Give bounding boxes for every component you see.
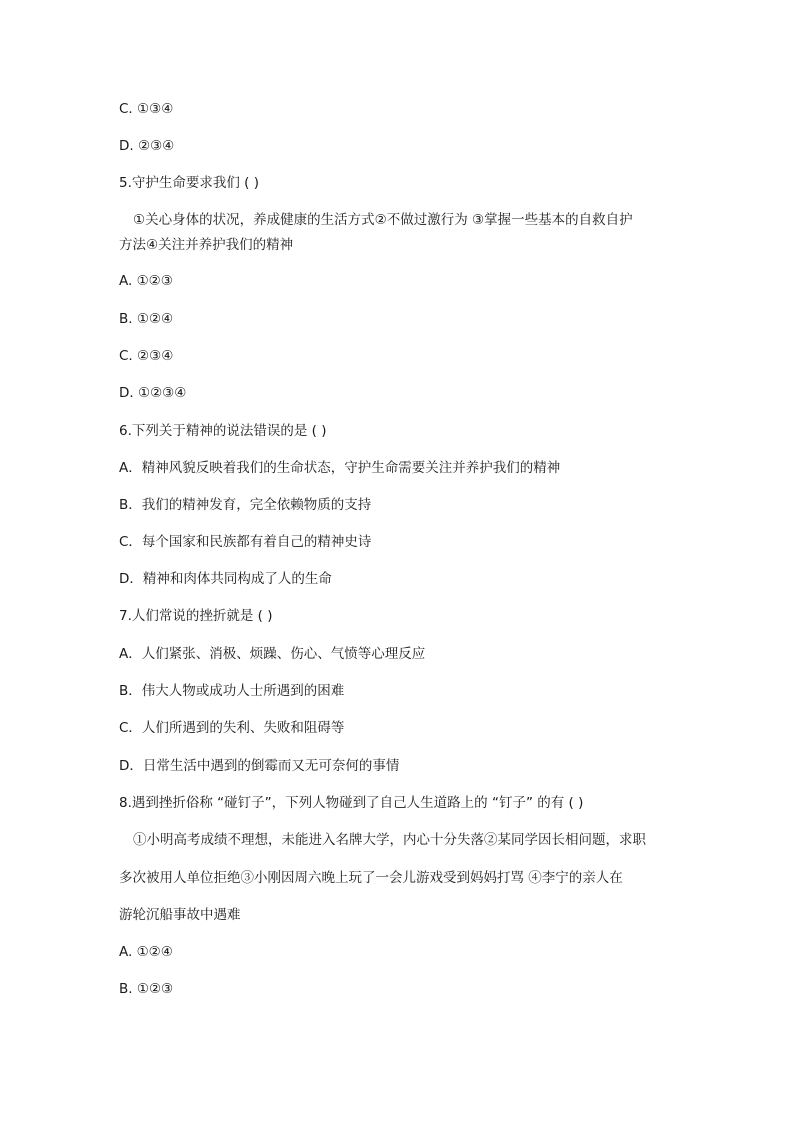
q5-statements-line-2: 方法④关注并养护我们的精神 xyxy=(119,237,294,253)
q7-option-d: D．日常生活中遇到的倒霉而又无可奈何的事情 xyxy=(119,758,400,774)
q8-stem: 8.遇到挫折俗称 “碰钉子”，下列人物碰到了自己人生道路上的 “钉子” 的有 ( ) xyxy=(119,795,584,811)
q5-option-c: C. ②③④ xyxy=(119,348,174,364)
q5-statements-line-1: ①关心身体的状况，养成健康的生活方式②不做过激行为 ③掌握一些基本的自救自护 xyxy=(133,212,633,228)
q5-option-d: D. ①②③④ xyxy=(119,385,187,401)
q5-option-b: B. ①②④ xyxy=(119,311,174,327)
q5-stem: 5.守护生命要求我们 ( ) xyxy=(119,175,259,191)
q8-statements-line-1: ①小明高考成绩不理想，未能进入名牌大学，内心十分失落②某同学因长相问题，求职 xyxy=(133,832,646,848)
q7-stem: 7.人们常说的挫折就是 ( ) xyxy=(119,608,273,624)
q8-option-a: A. ①②④ xyxy=(119,944,173,960)
q6-option-a: A．精神风貌反映着我们的生命状态，守护生命需要关注并养护我们的精神 xyxy=(119,460,561,476)
q4-option-c: C. ①③④ xyxy=(119,101,174,117)
q6-stem: 6.下列关于精神的说法错误的是 ( ) xyxy=(119,423,327,439)
q6-option-d: D．精神和肉体共同构成了人的生命 xyxy=(119,571,332,587)
q5-option-a: A. ①②③ xyxy=(119,273,173,289)
q7-option-c: C．人们所遇到的失利、失败和阻碍等 xyxy=(119,720,345,736)
q8-option-b: B. ①②③ xyxy=(119,981,174,997)
q6-option-c: C．每个国家和民族都有着自己的精神史诗 xyxy=(119,534,372,550)
q6-option-b: B．我们的精神发育，完全依赖物质的支持 xyxy=(119,497,372,513)
q8-statements-line-3: 游轮沉船事故中遇难 xyxy=(119,907,241,923)
q8-statements-line-2: 多次被用人单位拒绝③小刚因周六晚上玩了一会儿游戏受到妈妈打骂 ④李宁的亲人在 xyxy=(119,870,623,886)
q4-option-d: D. ②③④ xyxy=(119,138,175,154)
q7-option-a: A．人们紧张、消极、烦躁、伤心、气愤等心理反应 xyxy=(119,646,426,662)
q7-option-b: B．伟大人物或成功人士所遇到的困难 xyxy=(119,683,345,699)
